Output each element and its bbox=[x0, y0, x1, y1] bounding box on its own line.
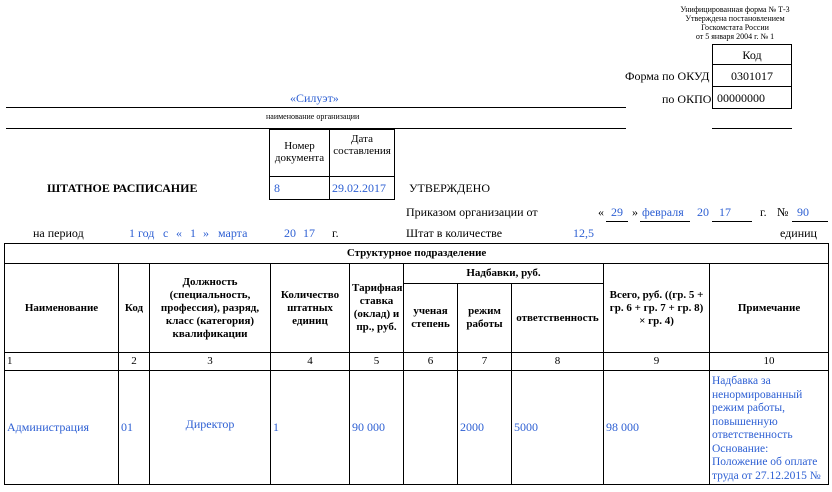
cell-position: Директор bbox=[150, 371, 271, 485]
okud-value-cell bbox=[712, 64, 792, 87]
col-header-rate: Тарифная ставка (оклад) и пр., руб. bbox=[350, 264, 404, 353]
col-header-code: Код bbox=[119, 264, 150, 353]
col-header-note: Примечание bbox=[710, 264, 829, 353]
col-number: 2 bbox=[119, 353, 150, 371]
cell-rate: 90 000 bbox=[350, 371, 404, 485]
period-duration: 1 год bbox=[129, 226, 155, 240]
order-number-sign: № bbox=[777, 205, 789, 219]
period-year-suffix: 17 bbox=[303, 226, 315, 240]
period-label: на период bbox=[33, 226, 84, 240]
col-number: 10 bbox=[710, 353, 829, 371]
okpo-value: 00000000 bbox=[717, 91, 765, 105]
cell-total: 98 000 bbox=[604, 371, 710, 485]
staff-value: 12,5 bbox=[573, 226, 594, 240]
order-day: 29 bbox=[611, 205, 623, 219]
period-quote-close: » bbox=[203, 226, 209, 240]
col-number: 9 bbox=[604, 353, 710, 371]
okpo-value-cell bbox=[712, 86, 792, 109]
staff-label: Штат в количестве bbox=[406, 226, 503, 240]
col-header-mode: режим работы bbox=[458, 284, 512, 353]
col-number: 3 bbox=[150, 353, 271, 371]
order-year-prefix: 20 bbox=[697, 205, 709, 219]
col-number: 6 bbox=[404, 353, 458, 371]
organization-name: «Силуэт» bbox=[290, 91, 339, 105]
col-header-allowances: Надбавки, руб. bbox=[404, 264, 604, 284]
doc-number-value-cell bbox=[269, 176, 330, 200]
order-number: 90 bbox=[797, 205, 809, 219]
approved-label: УТВЕРЖДЕНО bbox=[409, 181, 491, 195]
period-day: 1 bbox=[190, 226, 196, 240]
organization-underline bbox=[6, 107, 626, 108]
col-header-count: Количество штатных единиц bbox=[271, 264, 350, 353]
period-year-prefix: 20 bbox=[284, 226, 296, 240]
form-header-line4: от 5 января 2004 г. № 1 bbox=[695, 32, 775, 41]
doc-date-header-cell bbox=[329, 129, 395, 177]
form-header-line3: Госкомстата России bbox=[701, 23, 769, 32]
document-title: ШТАТНОЕ РАСПИСАНИЕ bbox=[47, 181, 198, 195]
doc-number-header: Номер документа bbox=[274, 140, 325, 164]
cell-responsibility: 5000 bbox=[512, 371, 604, 485]
organization-caption: наименование организации bbox=[266, 112, 360, 121]
col-header-total: Всего, руб. ((гр. 5 + гр. 6 + гр. 7 + гр. 8) × гр. 4) bbox=[604, 264, 710, 353]
doc-date-value-cell bbox=[329, 176, 395, 200]
cell-code: 01 bbox=[119, 371, 150, 485]
cell-count: 1 bbox=[271, 371, 350, 485]
order-g: г. bbox=[760, 205, 767, 219]
staffing-table bbox=[4, 243, 829, 485]
order-quote-open: « bbox=[598, 205, 604, 219]
okud-label: Форма по ОКУД bbox=[625, 69, 710, 83]
doc-number-header-cell bbox=[269, 129, 330, 177]
order-month: февраля bbox=[642, 205, 684, 219]
kod-header-cell bbox=[712, 44, 792, 65]
right-separator-line bbox=[712, 128, 792, 129]
cell-degree bbox=[404, 371, 458, 485]
doc-number-value: 8 bbox=[274, 181, 280, 195]
form-header-line1: Унифицированная форма № Т-3 bbox=[680, 5, 790, 14]
order-label: Приказом организации от bbox=[406, 205, 538, 219]
order-day-underline bbox=[606, 221, 628, 222]
doc-date-header: Дата составления bbox=[333, 133, 391, 157]
order-number-underline bbox=[792, 221, 828, 222]
period-month: марта bbox=[218, 226, 248, 240]
order-year-suffix: 17 bbox=[719, 205, 731, 219]
form-header bbox=[640, 5, 830, 41]
form-header-line2: Утверждена постановлением bbox=[685, 14, 785, 23]
col-number: 7 bbox=[458, 353, 512, 371]
period-quote-open: « bbox=[176, 226, 182, 240]
col-header-position: Должность (специальность, профессия), разряд, класс (категория) квалификации bbox=[150, 264, 271, 353]
col-number: 5 bbox=[350, 353, 404, 371]
okud-value: 0301017 bbox=[731, 69, 773, 83]
col-header-degree: ученая степень bbox=[404, 284, 458, 353]
table-row bbox=[5, 371, 829, 485]
okpo-label: по ОКПО bbox=[662, 92, 712, 106]
period-c: с bbox=[163, 226, 169, 240]
order-quote-close: » bbox=[632, 205, 638, 219]
period-g: г. bbox=[332, 226, 339, 240]
staff-unit: единиц bbox=[780, 226, 817, 240]
cell-name: Администрация bbox=[5, 371, 119, 485]
col-number: 8 bbox=[512, 353, 604, 371]
kod-label: Код bbox=[742, 48, 762, 62]
col-header-name: Наименование bbox=[5, 264, 119, 353]
struct-header: Структурное подразделение bbox=[5, 244, 829, 264]
cell-mode: 2000 bbox=[458, 371, 512, 485]
order-year-underline bbox=[712, 221, 752, 222]
col-number: 4 bbox=[271, 353, 350, 371]
order-month-underline bbox=[640, 221, 690, 222]
cell-note: Надбавка за ненормированный режим работы, повышенную ответственность Основание: Положение об оплате труда от 27.12.2015 № bbox=[710, 371, 829, 485]
col-number: 1 bbox=[5, 353, 119, 371]
col-header-responsibility: ответственность bbox=[512, 284, 604, 353]
doc-date-value: 29.02.2017 bbox=[332, 181, 386, 195]
